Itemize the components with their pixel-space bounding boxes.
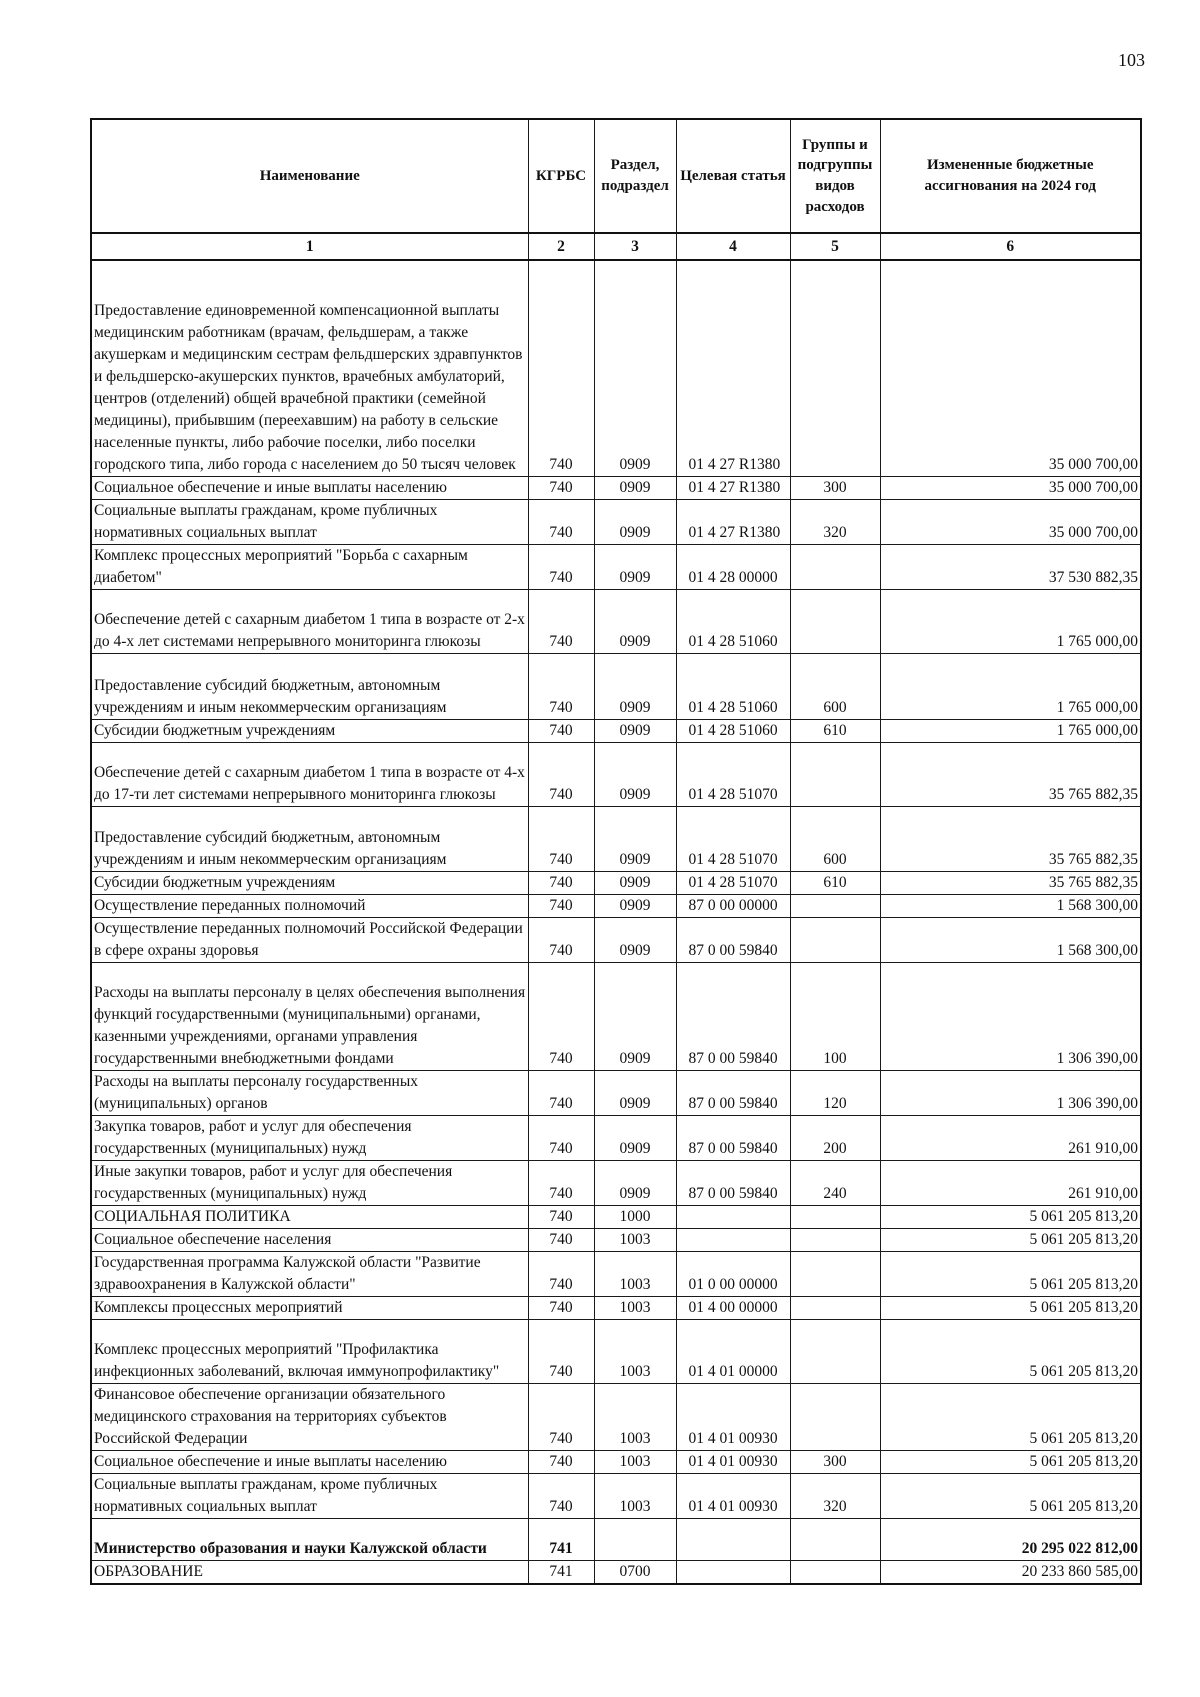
row-group: 600 [790, 806, 880, 871]
row-amount: 1 306 390,00 [880, 1070, 1141, 1115]
column-number: 2 [528, 233, 594, 260]
row-amount: 1 306 390,00 [880, 962, 1141, 1070]
row-kgrbs: 740 [528, 589, 594, 653]
row-section: 0909 [594, 260, 676, 476]
row-amount: 35 765 882,35 [880, 871, 1141, 894]
column-number: 1 [91, 233, 528, 260]
header-target: Целевая статья [676, 119, 790, 233]
row-section: 0909 [594, 871, 676, 894]
row-group: 240 [790, 1160, 880, 1205]
row-name: Комплекс процессных мероприятий "Профилактика инфекционных заболеваний, включая иммунопрофилактику" [91, 1319, 528, 1383]
row-section: 0909 [594, 653, 676, 719]
row-name: Предоставление субсидий бюджетным, автономным учреждениям и иным некоммерческим организациям [91, 806, 528, 871]
row-kgrbs: 740 [528, 1473, 594, 1518]
row-amount: 261 910,00 [880, 1160, 1141, 1205]
row-amount: 1 765 000,00 [880, 719, 1141, 742]
row-target: 87 0 00 59840 [676, 1160, 790, 1205]
row-kgrbs: 740 [528, 1319, 594, 1383]
row-target: 87 0 00 00000 [676, 894, 790, 917]
table-row [91, 742, 1141, 806]
row-name: Расходы на выплаты персоналу государственных (муниципальных) органов [91, 1070, 528, 1115]
row-kgrbs: 741 [528, 1518, 594, 1560]
row-group [790, 1251, 880, 1296]
row-section: 0909 [594, 806, 676, 871]
row-kgrbs: 740 [528, 1115, 594, 1160]
row-target: 87 0 00 59840 [676, 962, 790, 1070]
table-row [91, 1296, 1141, 1319]
table-row [91, 917, 1141, 962]
row-section: 0909 [594, 544, 676, 589]
row-name: Иные закупки товаров, работ и услуг для обеспечения государственных (муниципальных) нужд [91, 1160, 528, 1205]
row-kgrbs: 740 [528, 1070, 594, 1115]
row-section: 1003 [594, 1251, 676, 1296]
column-numbers-row [91, 233, 1141, 260]
row-kgrbs: 740 [528, 1296, 594, 1319]
row-group: 610 [790, 719, 880, 742]
header-section: Раздел, подраздел [594, 119, 676, 233]
row-target [676, 1518, 790, 1560]
row-target: 87 0 00 59840 [676, 1070, 790, 1115]
row-section: 0909 [594, 1070, 676, 1115]
header-name: Наименование [91, 119, 528, 233]
row-name: Социальное обеспечение населения [91, 1228, 528, 1251]
row-section: 0909 [594, 1160, 676, 1205]
row-amount: 1 568 300,00 [880, 894, 1141, 917]
row-amount: 35 000 700,00 [880, 260, 1141, 476]
row-group [790, 1319, 880, 1383]
table-row [91, 1473, 1141, 1518]
row-group [790, 894, 880, 917]
table-row [91, 1205, 1141, 1228]
row-section: 0909 [594, 1115, 676, 1160]
row-name: Социальные выплаты гражданам, кроме публичных нормативных социальных выплат [91, 499, 528, 544]
row-target: 01 4 01 00000 [676, 1319, 790, 1383]
row-group: 100 [790, 962, 880, 1070]
row-group [790, 544, 880, 589]
row-name: СОЦИАЛЬНАЯ ПОЛИТИКА [91, 1205, 528, 1228]
row-section: 1003 [594, 1296, 676, 1319]
row-group: 600 [790, 653, 880, 719]
row-group: 300 [790, 1450, 880, 1473]
row-kgrbs: 740 [528, 1228, 594, 1251]
row-group: 320 [790, 499, 880, 544]
table-row [91, 871, 1141, 894]
table-row [91, 1228, 1141, 1251]
row-section [594, 1518, 676, 1560]
row-kgrbs: 740 [528, 260, 594, 476]
row-kgrbs: 740 [528, 894, 594, 917]
row-target: 01 4 28 51070 [676, 871, 790, 894]
row-group [790, 742, 880, 806]
row-group [790, 260, 880, 476]
column-number: 4 [676, 233, 790, 260]
row-name: Комплекс процессных мероприятий "Борьба с сахарным диабетом" [91, 544, 528, 589]
table-row [91, 653, 1141, 719]
row-target: 01 4 28 51070 [676, 806, 790, 871]
row-section: 0909 [594, 962, 676, 1070]
budget-table [90, 118, 1142, 1585]
header-group: Группы и подгруппы видов расходов [790, 119, 880, 233]
row-amount: 37 530 882,35 [880, 544, 1141, 589]
row-target: 01 4 00 00000 [676, 1296, 790, 1319]
row-name: Закупка товаров, работ и услуг для обеспечения государственных (муниципальных) нужд [91, 1115, 528, 1160]
row-amount: 5 061 205 813,20 [880, 1205, 1141, 1228]
row-amount: 1 568 300,00 [880, 917, 1141, 962]
table-row [91, 1383, 1141, 1450]
row-kgrbs: 740 [528, 1383, 594, 1450]
row-kgrbs: 740 [528, 871, 594, 894]
row-group: 320 [790, 1473, 880, 1518]
row-name: ОБРАЗОВАНИЕ [91, 1560, 528, 1584]
row-amount: 35 765 882,35 [880, 806, 1141, 871]
row-section: 1003 [594, 1450, 676, 1473]
row-target: 87 0 00 59840 [676, 1115, 790, 1160]
row-name: Предоставление субсидий бюджетным, автономным учреждениям и иным некоммерческим организациям [91, 653, 528, 719]
row-amount: 5 061 205 813,20 [880, 1251, 1141, 1296]
row-target: 01 4 28 51060 [676, 653, 790, 719]
column-number: 3 [594, 233, 676, 260]
row-name: Социальное обеспечение и иные выплаты населению [91, 476, 528, 499]
table-row [91, 1518, 1141, 1560]
row-section: 0909 [594, 476, 676, 499]
row-name: Обеспечение детей с сахарным диабетом 1 типа в возрасте от 2-х до 4-х лет системами непрерывного мониторинга глюкозы [91, 589, 528, 653]
row-group [790, 589, 880, 653]
table-row [91, 589, 1141, 653]
row-name: Предоставление единовременной компенсационной выплаты медицинским работникам (врачам, фельдшерам, а также акушеркам и медицинским сестрам фельдшерских здравпунктов и фельдшерско-акушерских пунктов, врачебных амбулаторий, центров (отделений) общей врачебной практики (семейной медицины), прибывшим (переехавшим) на работу в сельские населенные пункты, либо рабочие поселки, либо поселки городского типа, либо города с населением до 50 тысяч человек [91, 260, 528, 476]
table-row [91, 1115, 1141, 1160]
row-group [790, 1383, 880, 1450]
row-amount: 261 910,00 [880, 1115, 1141, 1160]
row-kgrbs: 740 [528, 962, 594, 1070]
header-amount: Измененные бюджетные ассигнования на 2024 год [880, 119, 1141, 233]
row-target [676, 1560, 790, 1584]
row-kgrbs: 740 [528, 1251, 594, 1296]
row-name: Осуществление переданных полномочий [91, 894, 528, 917]
row-kgrbs: 740 [528, 476, 594, 499]
row-kgrbs: 740 [528, 806, 594, 871]
row-amount: 35 000 700,00 [880, 476, 1141, 499]
row-name: Субсидии бюджетным учреждениям [91, 719, 528, 742]
table-row [91, 544, 1141, 589]
table-row [91, 1070, 1141, 1115]
table-row [91, 719, 1141, 742]
row-section: 1003 [594, 1319, 676, 1383]
row-target: 01 4 28 51060 [676, 719, 790, 742]
row-amount: 35 000 700,00 [880, 499, 1141, 544]
row-name: Министерство образования и науки Калужской области [91, 1518, 528, 1560]
row-section: 0909 [594, 894, 676, 917]
row-section: 0909 [594, 589, 676, 653]
row-group: 610 [790, 871, 880, 894]
row-amount: 5 061 205 813,20 [880, 1450, 1141, 1473]
row-section: 1003 [594, 1383, 676, 1450]
row-amount: 5 061 205 813,20 [880, 1473, 1141, 1518]
table-row [91, 260, 1141, 476]
row-name: Комплексы процессных мероприятий [91, 1296, 528, 1319]
row-target: 01 4 28 51060 [676, 589, 790, 653]
row-target: 01 4 27 R1380 [676, 260, 790, 476]
row-group: 300 [790, 476, 880, 499]
row-name: Финансовое обеспечение организации обязательного медицинского страхования на территориях субъектов Российской Федерации [91, 1383, 528, 1450]
table-row [91, 1319, 1141, 1383]
row-kgrbs: 740 [528, 499, 594, 544]
row-section: 1000 [594, 1205, 676, 1228]
row-target: 01 4 01 00930 [676, 1450, 790, 1473]
table-row [91, 1251, 1141, 1296]
row-kgrbs: 740 [528, 1160, 594, 1205]
page-number: 103 [1118, 50, 1145, 70]
row-kgrbs: 740 [528, 719, 594, 742]
row-kgrbs: 740 [528, 653, 594, 719]
row-kgrbs: 740 [528, 917, 594, 962]
row-name: Социальное обеспечение и иные выплаты населению [91, 1450, 528, 1473]
row-amount: 20 233 860 585,00 [880, 1560, 1141, 1584]
row-group: 120 [790, 1070, 880, 1115]
row-target: 01 4 28 51070 [676, 742, 790, 806]
row-target [676, 1205, 790, 1228]
row-amount: 35 765 882,35 [880, 742, 1141, 806]
header-kgrbs: КГРБС [528, 119, 594, 233]
table-row [91, 806, 1141, 871]
row-kgrbs: 740 [528, 742, 594, 806]
row-group [790, 1518, 880, 1560]
row-amount: 5 061 205 813,20 [880, 1296, 1141, 1319]
row-amount: 1 765 000,00 [880, 653, 1141, 719]
row-amount: 5 061 205 813,20 [880, 1228, 1141, 1251]
row-name: Социальные выплаты гражданам, кроме публичных нормативных социальных выплат [91, 1473, 528, 1518]
row-name: Осуществление переданных полномочий Российской Федерации в сфере охраны здоровья [91, 917, 528, 962]
row-amount: 5 061 205 813,20 [880, 1383, 1141, 1450]
table-row [91, 1450, 1141, 1473]
table-row [91, 962, 1141, 1070]
row-section: 1003 [594, 1473, 676, 1518]
row-target: 01 4 28 00000 [676, 544, 790, 589]
row-name: Обеспечение детей с сахарным диабетом 1 типа в возрасте от 4-х до 17-ти лет системами непрерывного мониторинга глюкозы [91, 742, 528, 806]
row-section: 1003 [594, 1228, 676, 1251]
row-group [790, 917, 880, 962]
table-row [91, 499, 1141, 544]
row-kgrbs: 740 [528, 1450, 594, 1473]
row-name: Субсидии бюджетным учреждениям [91, 871, 528, 894]
row-kgrbs: 740 [528, 1205, 594, 1228]
row-amount: 1 765 000,00 [880, 589, 1141, 653]
row-target [676, 1228, 790, 1251]
column-number: 5 [790, 233, 880, 260]
table-header-row [91, 119, 1141, 233]
row-target: 01 0 00 00000 [676, 1251, 790, 1296]
row-kgrbs: 740 [528, 544, 594, 589]
row-amount: 20 295 022 812,00 [880, 1518, 1141, 1560]
row-section: 0909 [594, 719, 676, 742]
row-target: 01 4 27 R1380 [676, 476, 790, 499]
row-target: 01 4 01 00930 [676, 1473, 790, 1518]
table-row [91, 894, 1141, 917]
row-group [790, 1228, 880, 1251]
table-row [91, 476, 1141, 499]
row-kgrbs: 741 [528, 1560, 594, 1584]
table-row [91, 1160, 1141, 1205]
row-section: 0909 [594, 499, 676, 544]
row-target: 87 0 00 59840 [676, 917, 790, 962]
row-section: 0909 [594, 742, 676, 806]
row-name: Расходы на выплаты персоналу в целях обеспечения выполнения функций государственными (муниципальными) органами, казенными учреждениями, органами управления государственными внебюджетными фондами [91, 962, 528, 1070]
row-section: 0700 [594, 1560, 676, 1584]
row-amount: 5 061 205 813,20 [880, 1319, 1141, 1383]
row-target: 01 4 01 00930 [676, 1383, 790, 1450]
row-section: 0909 [594, 917, 676, 962]
row-group [790, 1560, 880, 1584]
row-group [790, 1296, 880, 1319]
row-group [790, 1205, 880, 1228]
row-group: 200 [790, 1115, 880, 1160]
column-number: 6 [880, 233, 1141, 260]
row-name: Государственная программа Калужской области "Развитие здравоохранения в Калужской области" [91, 1251, 528, 1296]
table-row [91, 1560, 1141, 1584]
row-target: 01 4 27 R1380 [676, 499, 790, 544]
